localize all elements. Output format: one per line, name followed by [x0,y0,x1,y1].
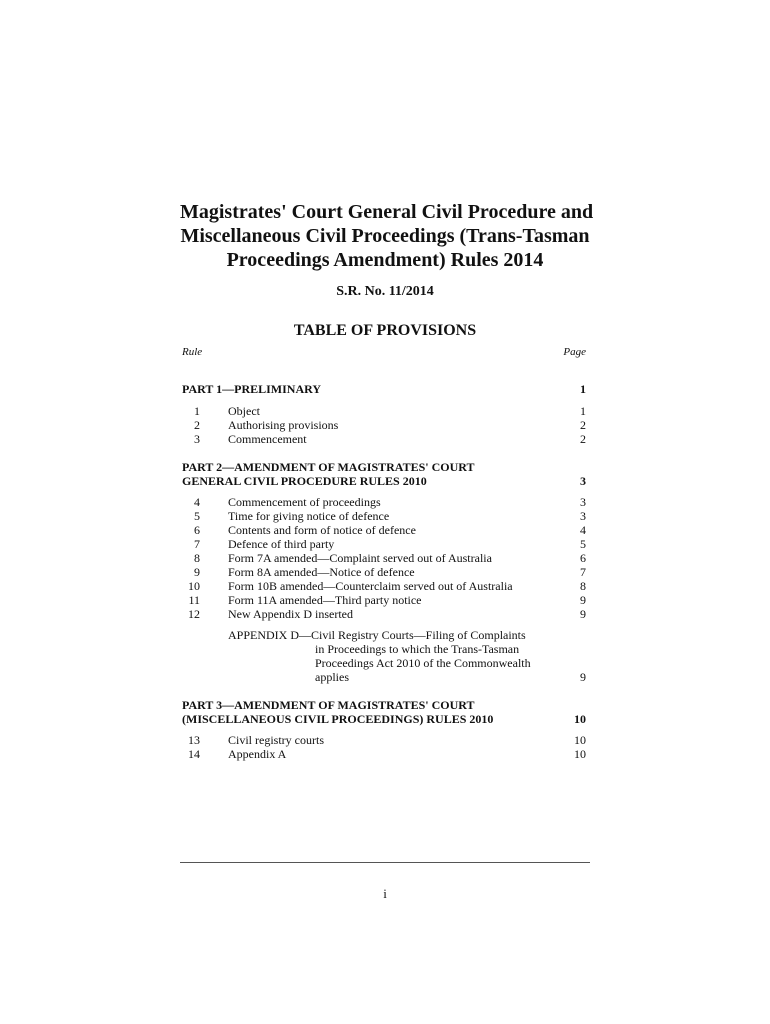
part-2-title-line-2: GENERAL CIVIL PROCEDURE RULES 2010 [182,474,427,488]
rule-label: Commencement [228,432,307,446]
rule-label: Form 8A amended—Notice of defence [228,565,415,579]
rule-label: Authorising provisions [228,418,339,432]
appendix-line: in Proceedings to which the Trans-Tasman [315,642,520,656]
part-3-title-line-1: PART 3—AMENDMENT OF MAGISTRATES' COURT [182,698,475,712]
rule-page: 10 [574,747,586,761]
rule-label: Contents and form of notice of defence [228,523,416,537]
rule-label: Form 11A amended—Third party notice [228,593,422,607]
rule-label: Form 10B amended—Counterclaim served out of Australia [228,579,513,593]
part-2-page: 3 [580,474,586,488]
rule-page: 1 [580,404,586,418]
page-column-heading: Page [563,346,586,358]
part-3-title-line-2: (MISCELLANEOUS CIVIL PROCEEDINGS) RULES 2010 [182,712,494,726]
part-1-page: 1 [580,382,586,396]
part-3-page: 10 [574,712,586,726]
rule-number: 14 [188,747,200,761]
rule-number: 2 [194,418,200,432]
toc-heading: TABLE OF PROVISIONS [293,322,477,339]
rule-number: 1 [194,404,200,418]
rule-label: Appendix A [228,747,287,761]
appendix-line: Proceedings Act 2010 of the Commonwealth [315,656,531,670]
rule-page: 3 [580,495,586,509]
rule-page: 3 [580,509,586,523]
rule-label: Time for giving notice of defence [228,509,390,523]
title-line: Proceedings Amendment) Rules 2014 [226,249,544,271]
rule-page: 10 [574,733,586,747]
rule-label: Form 7A amended—Complaint served out of Australia [228,551,492,565]
rule-page: 5 [580,537,586,551]
rule-page: 7 [580,565,586,579]
rule-page: 9 [580,607,586,621]
title-line: Miscellaneous Civil Proceedings (Trans-Tasman [180,225,590,247]
rule-number: 7 [194,537,200,551]
rule-page: 8 [580,579,586,593]
rule-number: 5 [194,509,200,523]
statutory-rule-number: S.R. No. 11/2014 [336,284,434,299]
title-line: Magistrates' Court General Civil Procedure and [180,201,594,223]
rule-number: 11 [188,593,200,607]
rule-number: 9 [194,565,200,579]
rule-page: 2 [580,432,586,446]
part-1-title: PART 1—PRELIMINARY [182,382,322,396]
rule-page: 9 [580,593,586,607]
rule-page: 6 [580,551,586,565]
rule-column-heading: Rule [182,346,203,358]
rule-label: Commencement of proceedings [228,495,381,509]
appendix-d-entry [228,628,531,684]
rule-label: Object [228,404,260,418]
rule-number: 12 [188,607,200,621]
rule-page: 2 [580,418,586,432]
rule-page: 4 [580,523,586,537]
rule-label: New Appendix D inserted [228,607,353,621]
rule-number: 6 [194,523,200,537]
document-title [180,200,594,272]
rule-number: 10 [188,579,200,593]
page-number: i [383,886,387,901]
rule-label: Civil registry courts [228,733,324,747]
part-2-title-line-1: PART 2—AMENDMENT OF MAGISTRATES' COURT [182,460,475,474]
rule-number: 3 [194,432,200,446]
appendix-line: applies [315,670,349,684]
rule-number: 8 [194,551,200,565]
rule-number: 4 [194,495,200,509]
footer-divider [180,862,590,863]
rule-label: Defence of third party [228,537,335,551]
rule-number: 13 [188,733,200,747]
appendix-page: 9 [580,670,586,684]
appendix-line: APPENDIX D—Civil Registry Courts—Filing of Complaints [228,628,526,642]
